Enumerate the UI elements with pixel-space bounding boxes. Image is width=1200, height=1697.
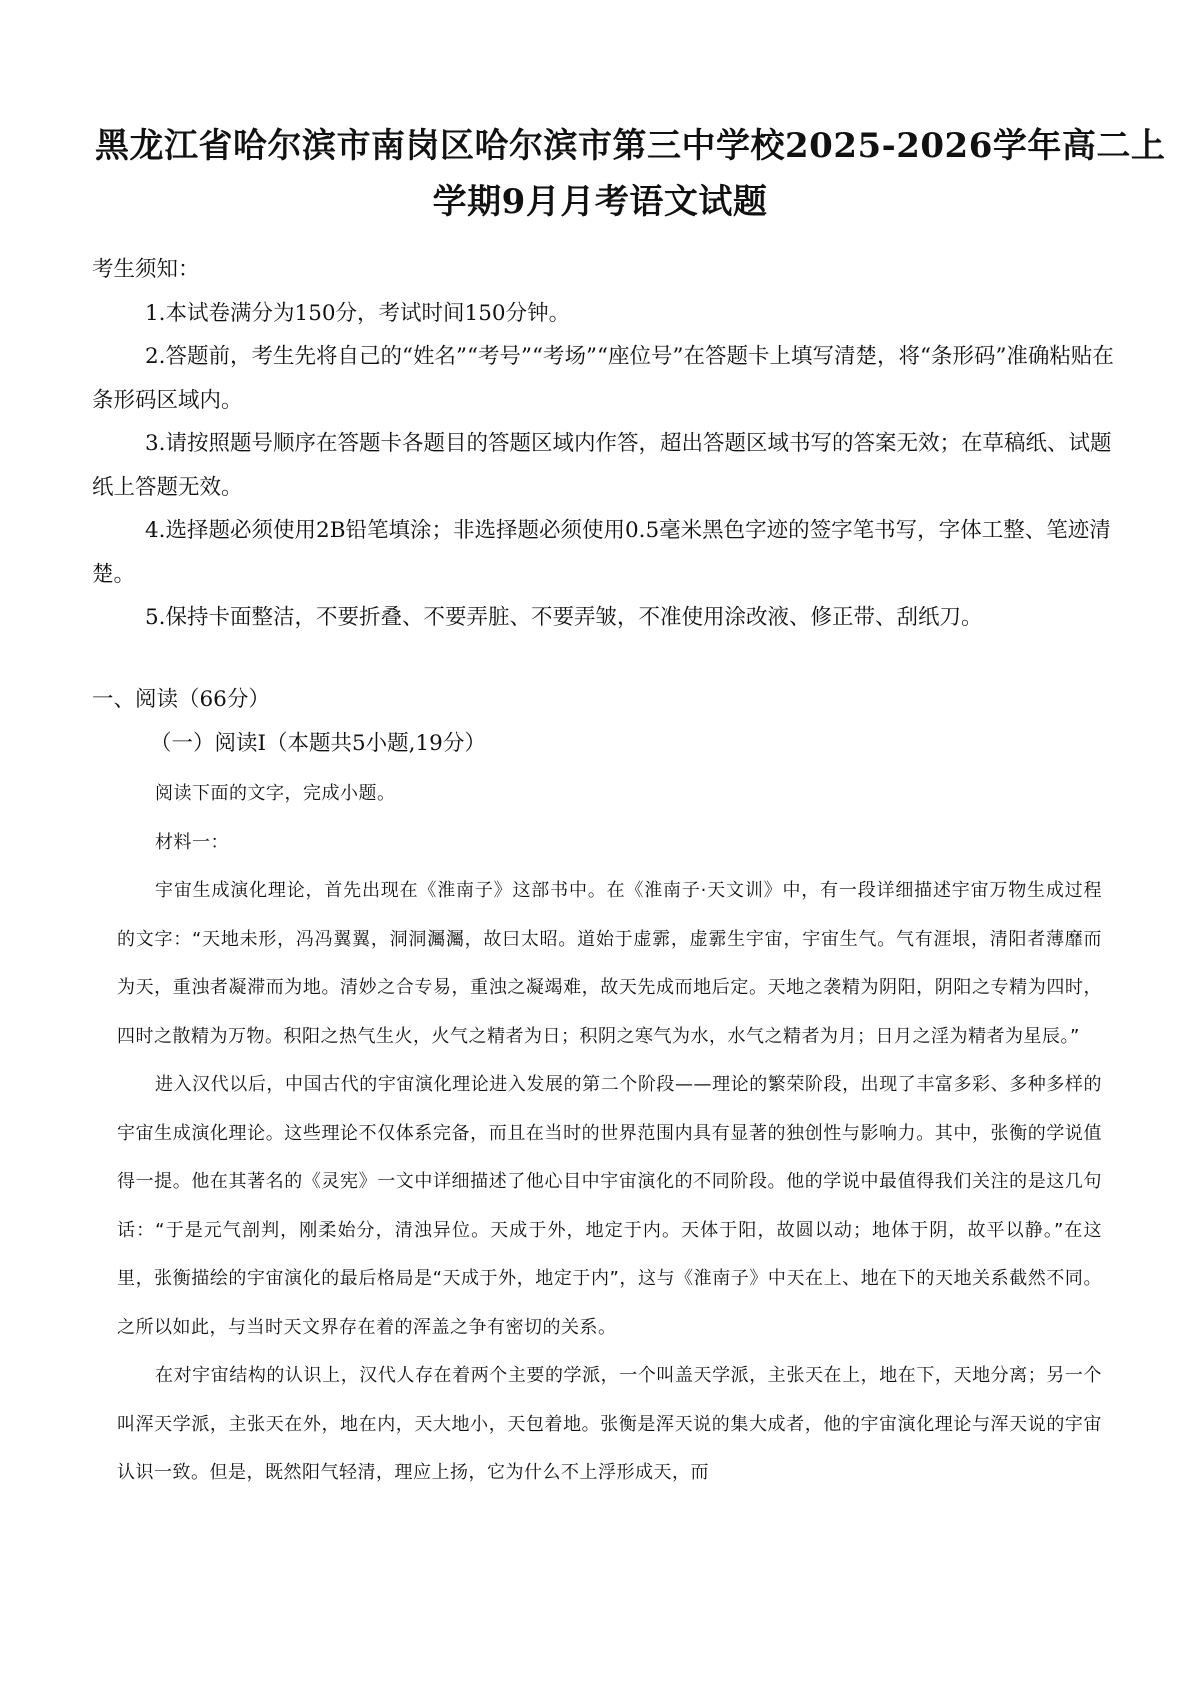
notice-item-1: 1.本试卷满分为150分，考试时间150分钟。: [145, 300, 571, 326]
material-label: 材料一：: [155, 831, 229, 853]
notice-item-3: 3.请按照题号顺序在答题卡各题目的答题区域内作答，超出答题区域书写的答案无效；在草稿纸、试题纸上答题无效。: [92, 431, 1112, 500]
exam-notice: [92, 248, 1116, 640]
subsection-heading: （一）阅读Ⅰ（本题共5小题,19分）: [150, 731, 486, 756]
notice-item-4: 4.选择题必须使用2B铅笔填涂；非选择题必须使用0.5毫米黑色字迹的签字笔书写，字体工整、笔迹清楚。: [92, 518, 1111, 587]
document-title: [95, 118, 1166, 230]
passage-paragraph-3: 在对宇宙结构的认识上，汉代人存在着两个主要的学派，一个叫盖天学派，主张天在上，地在下，天地分离；另一个叫浑天学派，主张天在外，地在内，天大地小，天包着地。张衡是浑天说的集大成者，他的宇宙演化理论与浑天说的宇宙认识一致。但是，既然阳气轻清，理应上扬，它为什么不上浮形成天，而: [117, 1365, 1102, 1483]
passage-paragraph-1: 宇宙生成演化理论，首先出现在《淮南子》这部书中。在《淮南子·天文训》中，有一段详细描述宇宙万物生成过程的文字：“天地未形，冯冯翼翼，洞洞灟灟，故曰太昭。道始于虚霩，虚霩生宇宙，宇宙生气。气有涯垠，清阳者薄靡而为天，重浊者凝滞而为地。清妙之合专易，重浊之凝竭难，故天先成而地后定。天地之袭精为阴阳，阴阳之专精为四时，四时之散精为万物。积阳之热气生火，火气之精者为日；积阴之寒气为水，水气之精者为月；日月之淫为精者为星辰。”: [117, 880, 1102, 1047]
notice-heading: 考生须知：: [92, 257, 200, 282]
reading-passage: [117, 770, 1102, 1498]
notice-item-5: 5.保持卡面整洁，不要折叠、不要弄脏、不要弄皱，不准使用涂改液、修正带、刮纸刀。: [145, 605, 983, 630]
title-line-1: 黑龙江省哈尔滨市南岗区哈尔滨市第三中学校2025-2026学年高二上: [95, 126, 1166, 166]
title-line-2: 学期9月月考语文试题: [432, 182, 768, 222]
notice-item-2: 2.答题前，考生先将自己的“姓名”“考号”“考场”“座位号”在答题卡上填写清楚，将“条形码”准确粘贴在条形码区域内。: [92, 344, 1114, 413]
passage-paragraph-2: 进入汉代以后，中国古代的宇宙演化理论进入发展的第二个阶段——理论的繁荣阶段，出现了丰富多彩、多种多样的宇宙生成演化理论。这些理论不仅体系完备，而且在当时的世界范围内具有显著的独创性与影响力。其中，张衡的学说值得一提。他在其著名的《灵宪》一文中详细描述了他心目中宇宙演化的不同阶段。他的学说中最值得我们关注的是这几句话：“于是元气剖判，刚柔始分，清浊异位。天成于外，地定于内。天体于阳，故圆以动；地体于阴，故平以静。”在这里，张衡描绘的宇宙演化的最后格局是“天成于外，地定于内”，这与《淮南子》中天在上、地在下的天地关系截然不同。之所以如此，与当时天文界存在着的浑盖之争有密切的关系。: [117, 1074, 1102, 1338]
passage-instruction: 阅读下面的文字，完成小题。: [155, 783, 396, 804]
section-heading: 一、阅读（66分）: [92, 687, 270, 712]
